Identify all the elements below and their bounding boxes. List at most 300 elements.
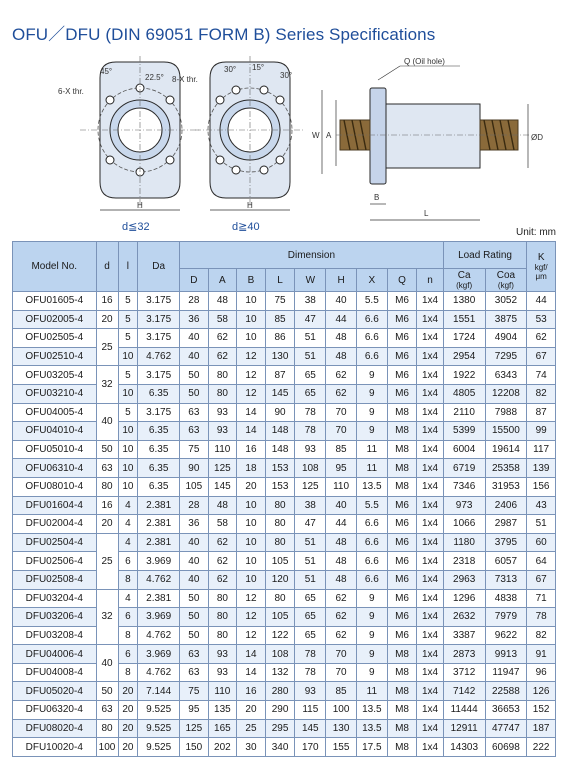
- table-row: [13, 384, 556, 403]
- cell-a: 110: [208, 682, 237, 701]
- cell-h: 70: [326, 403, 357, 422]
- cell-h: 40: [326, 496, 357, 515]
- cell-l: 20: [118, 719, 138, 738]
- cell-model: OFU04005-4: [13, 403, 97, 422]
- cell-coa: 36653: [485, 701, 527, 720]
- cell-coa: 31953: [485, 477, 527, 496]
- cell-da: 3.175: [138, 292, 180, 311]
- cell-l: 148: [265, 440, 295, 459]
- cell-da: 3.175: [138, 329, 180, 348]
- cell-k: 43: [527, 496, 556, 515]
- cell-d: 20: [96, 310, 118, 329]
- table-row: [13, 347, 556, 366]
- table-row: [13, 719, 556, 738]
- cell-b: 12: [237, 589, 266, 608]
- cell-d: 125: [180, 719, 209, 738]
- cell-x: 9: [356, 589, 387, 608]
- cell-model: OFU08010-4: [13, 477, 97, 496]
- cell-l: 4: [118, 496, 138, 515]
- cell-h: 48: [326, 329, 357, 348]
- cell-x: 6.6: [356, 533, 387, 552]
- table-row: [13, 515, 556, 534]
- cell-w: 47: [295, 515, 326, 534]
- cell-x: 9: [356, 608, 387, 627]
- cell-n: 1x4: [417, 292, 443, 311]
- cell-n: 1x4: [417, 701, 443, 720]
- header-coa-unit: (kgf): [497, 281, 514, 290]
- cell-ca: 2318: [443, 552, 485, 571]
- cell-model: OFU02510-4: [13, 347, 97, 366]
- cell-w: 115: [295, 701, 326, 720]
- header-ca-unit: (kgf): [456, 281, 473, 290]
- cell-q: M6: [387, 347, 417, 366]
- cell-a: 80: [208, 589, 237, 608]
- table-row: [13, 552, 556, 571]
- cell-h: 70: [326, 663, 357, 682]
- cell-coa: 3875: [485, 310, 527, 329]
- header-load-rating: Load Rating: [443, 242, 527, 269]
- cell-a: 93: [208, 422, 237, 441]
- cell-d: 40: [96, 403, 118, 440]
- cell-a: 62: [208, 533, 237, 552]
- cell-b: 10: [237, 515, 266, 534]
- cell-n: 1x4: [417, 570, 443, 589]
- cell-a: 93: [208, 645, 237, 664]
- cell-l: 5: [118, 310, 138, 329]
- header-ca: [443, 269, 485, 292]
- cell-x: 9: [356, 403, 387, 422]
- cell-k: 156: [527, 477, 556, 496]
- cell-k: 53: [527, 310, 556, 329]
- cell-model: DFU02508-4: [13, 570, 97, 589]
- cell-ca: 5399: [443, 422, 485, 441]
- cell-b: 16: [237, 440, 266, 459]
- cell-h: 40: [326, 292, 357, 311]
- cell-a: 62: [208, 570, 237, 589]
- cell-coa: 7313: [485, 570, 527, 589]
- cell-x: 13.5: [356, 477, 387, 496]
- cell-coa: 11947: [485, 663, 527, 682]
- cell-model: OFU04010-4: [13, 422, 97, 441]
- cell-l: 80: [265, 533, 295, 552]
- cell-b: 12: [237, 384, 266, 403]
- unit-label: Unit: mm: [516, 227, 556, 238]
- cell-k: 82: [527, 626, 556, 645]
- cell-da: 3.175: [138, 403, 180, 422]
- cell-l: 85: [265, 310, 295, 329]
- spec-table: [12, 241, 556, 757]
- cell-a: 93: [208, 403, 237, 422]
- cell-n: 1x4: [417, 403, 443, 422]
- cell-d: 40: [180, 533, 209, 552]
- table-row: [13, 403, 556, 422]
- cell-q: M8: [387, 682, 417, 701]
- cell-k: 91: [527, 645, 556, 664]
- header-dim-h: H: [326, 269, 357, 292]
- cell-ca: 7346: [443, 477, 485, 496]
- cell-coa: 4838: [485, 589, 527, 608]
- cell-a: 48: [208, 292, 237, 311]
- cell-model: DFU10020-4: [13, 738, 97, 757]
- cell-ca: 3712: [443, 663, 485, 682]
- cell-l: 86: [265, 329, 295, 348]
- cell-w: 145: [295, 719, 326, 738]
- cell-da: 3.969: [138, 608, 180, 627]
- cell-da: 2.381: [138, 496, 180, 515]
- cell-x: 6.6: [356, 515, 387, 534]
- cell-d: 16: [96, 496, 118, 515]
- cell-ca: 12911: [443, 719, 485, 738]
- cell-x: 6.6: [356, 552, 387, 571]
- cell-l: 20: [118, 682, 138, 701]
- cell-model: OFU03205-4: [13, 366, 97, 385]
- cell-d: 25: [96, 329, 118, 366]
- cell-w: 38: [295, 496, 326, 515]
- cell-l: 5: [118, 329, 138, 348]
- cell-a: 135: [208, 701, 237, 720]
- nut-side-view: [312, 57, 543, 220]
- cell-k: 67: [527, 347, 556, 366]
- cell-h: 48: [326, 570, 357, 589]
- cell-n: 1x4: [417, 589, 443, 608]
- cell-l: 6: [118, 645, 138, 664]
- header-dim-w: W: [295, 269, 326, 292]
- cell-d: 50: [180, 366, 209, 385]
- cell-k: 187: [527, 719, 556, 738]
- cell-coa: 47747: [485, 719, 527, 738]
- cell-x: 9: [356, 422, 387, 441]
- cell-coa: 15500: [485, 422, 527, 441]
- cell-k: 126: [527, 682, 556, 701]
- cell-ca: 1551: [443, 310, 485, 329]
- header-model: Model No.: [13, 242, 97, 292]
- dim-h-mid: H: [247, 201, 253, 210]
- header-k-unit2: μm: [535, 272, 547, 281]
- cell-a: 80: [208, 366, 237, 385]
- cell-da: 2.381: [138, 515, 180, 534]
- cell-model: OFU05010-4: [13, 440, 97, 459]
- cell-l: 5: [118, 366, 138, 385]
- cell-x: 5.5: [356, 496, 387, 515]
- cell-d: 32: [96, 589, 118, 645]
- cell-model: OFU02505-4: [13, 329, 97, 348]
- header-dimension: Dimension: [180, 242, 444, 269]
- cell-n: 1x4: [417, 738, 443, 757]
- table-row: [13, 440, 556, 459]
- cell-k: 64: [527, 552, 556, 571]
- cell-d: 75: [180, 682, 209, 701]
- cell-da: 6.35: [138, 422, 180, 441]
- cell-l: 105: [265, 608, 295, 627]
- cell-h: 85: [326, 682, 357, 701]
- table-row: [13, 738, 556, 757]
- cell-da: 2.381: [138, 533, 180, 552]
- cell-d: 32: [96, 366, 118, 403]
- table-row: [13, 329, 556, 348]
- cell-h: 130: [326, 719, 357, 738]
- table-row: [13, 626, 556, 645]
- cell-coa: 2987: [485, 515, 527, 534]
- cell-k: 222: [527, 738, 556, 757]
- cell-h: 70: [326, 422, 357, 441]
- cell-model: DFU01604-4: [13, 496, 97, 515]
- cell-coa: 9913: [485, 645, 527, 664]
- cell-k: 62: [527, 329, 556, 348]
- cell-da: 6.35: [138, 459, 180, 478]
- cell-ca: 2954: [443, 347, 485, 366]
- cell-a: 62: [208, 347, 237, 366]
- cell-n: 1x4: [417, 515, 443, 534]
- cell-q: M8: [387, 477, 417, 496]
- cell-d: 40: [180, 570, 209, 589]
- left-thread-label: 6-X thr.: [58, 87, 84, 96]
- cell-l: 87: [265, 366, 295, 385]
- cell-da: 6.35: [138, 384, 180, 403]
- cell-d: 36: [180, 310, 209, 329]
- cell-l: 10: [118, 347, 138, 366]
- cell-x: 6.6: [356, 310, 387, 329]
- cell-w: 65: [295, 366, 326, 385]
- cell-q: M8: [387, 738, 417, 757]
- cell-coa: 12208: [485, 384, 527, 403]
- left-angle-225: 22.5°: [145, 73, 164, 82]
- cell-ca: 1380: [443, 292, 485, 311]
- cell-w: 78: [295, 403, 326, 422]
- cell-l: 10: [118, 384, 138, 403]
- cell-l: 80: [265, 496, 295, 515]
- header-dim-q: Q: [387, 269, 417, 292]
- cell-ca: 6719: [443, 459, 485, 478]
- header-dim-b: B: [237, 269, 266, 292]
- cell-a: 80: [208, 384, 237, 403]
- cell-da: 2.381: [138, 589, 180, 608]
- cell-da: 9.525: [138, 719, 180, 738]
- cell-n: 1x4: [417, 552, 443, 571]
- technical-drawing: [0, 48, 568, 240]
- cell-d: 105: [180, 477, 209, 496]
- cell-d: 100: [96, 738, 118, 757]
- cell-b: 14: [237, 663, 266, 682]
- cell-ca: 2873: [443, 645, 485, 664]
- cell-a: 125: [208, 459, 237, 478]
- cell-coa: 7295: [485, 347, 527, 366]
- cell-a: 145: [208, 477, 237, 496]
- cell-ca: 973: [443, 496, 485, 515]
- header-k-unit: kgf/: [534, 263, 548, 272]
- cell-k: 60: [527, 533, 556, 552]
- cell-a: 62: [208, 329, 237, 348]
- header-dim-x: X: [356, 269, 387, 292]
- cell-model: DFU02004-4: [13, 515, 97, 534]
- header-da: Da: [138, 242, 180, 292]
- cell-d: 90: [180, 459, 209, 478]
- cell-coa: 7979: [485, 608, 527, 627]
- cell-l: 280: [265, 682, 295, 701]
- cell-l: 4: [118, 589, 138, 608]
- cell-q: M6: [387, 329, 417, 348]
- cell-l: 20: [118, 701, 138, 720]
- cell-l: 122: [265, 626, 295, 645]
- cell-l: 5: [118, 403, 138, 422]
- cell-l: 145: [265, 384, 295, 403]
- cell-d: 150: [180, 738, 209, 757]
- cell-n: 1x4: [417, 329, 443, 348]
- cell-w: 125: [295, 477, 326, 496]
- cell-q: M6: [387, 608, 417, 627]
- cell-w: 65: [295, 384, 326, 403]
- cell-n: 1x4: [417, 719, 443, 738]
- cell-l: 153: [265, 459, 295, 478]
- header-ca-label: Ca: [457, 270, 471, 281]
- cell-coa: 60698: [485, 738, 527, 757]
- cell-q: M6: [387, 533, 417, 552]
- cell-q: M8: [387, 701, 417, 720]
- cell-h: 100: [326, 701, 357, 720]
- cell-ca: 1296: [443, 589, 485, 608]
- cell-b: 10: [237, 329, 266, 348]
- cell-n: 1x4: [417, 477, 443, 496]
- cell-x: 13.5: [356, 701, 387, 720]
- cell-k: 87: [527, 403, 556, 422]
- cell-q: M6: [387, 515, 417, 534]
- header-k: [527, 242, 556, 292]
- cell-w: 51: [295, 552, 326, 571]
- header-dim-n: n: [417, 269, 443, 292]
- cell-a: 93: [208, 663, 237, 682]
- cell-l: 90: [265, 403, 295, 422]
- cell-l: 6: [118, 552, 138, 571]
- cell-da: 9.525: [138, 701, 180, 720]
- cell-da: 4.762: [138, 626, 180, 645]
- cell-l: 75: [265, 292, 295, 311]
- cell-x: 9: [356, 384, 387, 403]
- cell-coa: 3052: [485, 292, 527, 311]
- cell-da: 4.762: [138, 663, 180, 682]
- cell-h: 48: [326, 533, 357, 552]
- header-l: l: [118, 242, 138, 292]
- cell-h: 62: [326, 626, 357, 645]
- cell-n: 1x4: [417, 663, 443, 682]
- cell-d: 20: [96, 515, 118, 534]
- cell-n: 1x4: [417, 533, 443, 552]
- cell-b: 10: [237, 552, 266, 571]
- spec-table-body: [13, 292, 556, 757]
- cell-w: 51: [295, 570, 326, 589]
- cell-b: 16: [237, 682, 266, 701]
- cell-w: 51: [295, 347, 326, 366]
- cell-da: 4.762: [138, 347, 180, 366]
- dim-w: W: [312, 131, 320, 140]
- cell-coa: 2406: [485, 496, 527, 515]
- table-row: [13, 608, 556, 627]
- cell-k: 67: [527, 570, 556, 589]
- cell-d: 25: [96, 533, 118, 589]
- cell-n: 1x4: [417, 626, 443, 645]
- cell-k: 139: [527, 459, 556, 478]
- cell-a: 202: [208, 738, 237, 757]
- cell-ca: 2110: [443, 403, 485, 422]
- cell-ca: 4805: [443, 384, 485, 403]
- table-row: [13, 682, 556, 701]
- table-row: [13, 422, 556, 441]
- cell-x: 17.5: [356, 738, 387, 757]
- cell-x: 9: [356, 645, 387, 664]
- cell-b: 10: [237, 310, 266, 329]
- cell-q: M6: [387, 384, 417, 403]
- cell-x: 6.6: [356, 329, 387, 348]
- cell-b: 18: [237, 459, 266, 478]
- cell-d: 63: [96, 701, 118, 720]
- cell-n: 1x4: [417, 682, 443, 701]
- cell-coa: 22588: [485, 682, 527, 701]
- cell-a: 80: [208, 608, 237, 627]
- cell-l: 4: [118, 533, 138, 552]
- cell-d: 36: [180, 515, 209, 534]
- cell-a: 58: [208, 310, 237, 329]
- cell-d: 40: [180, 347, 209, 366]
- cell-l: 105: [265, 552, 295, 571]
- cell-n: 1x4: [417, 422, 443, 441]
- dim-l: L: [424, 209, 429, 218]
- cell-model: OFU06310-4: [13, 459, 97, 478]
- cell-b: 12: [237, 626, 266, 645]
- table-row: [13, 292, 556, 311]
- cell-d: 50: [96, 440, 118, 459]
- cell-ca: 2632: [443, 608, 485, 627]
- header-d: d: [96, 242, 118, 292]
- cell-model: DFU05020-4: [13, 682, 97, 701]
- cell-l: 10: [118, 422, 138, 441]
- table-row: [13, 663, 556, 682]
- cell-ca: 2963: [443, 570, 485, 589]
- cell-x: 11: [356, 440, 387, 459]
- cell-k: 44: [527, 292, 556, 311]
- cell-h: 62: [326, 366, 357, 385]
- cell-d: 63: [180, 403, 209, 422]
- cell-d: 63: [180, 422, 209, 441]
- cell-da: 3.175: [138, 310, 180, 329]
- cell-l: 340: [265, 738, 295, 757]
- cell-q: M6: [387, 570, 417, 589]
- cell-q: M8: [387, 663, 417, 682]
- cell-model: OFU03210-4: [13, 384, 97, 403]
- cell-n: 1x4: [417, 645, 443, 664]
- cell-x: 6.6: [356, 347, 387, 366]
- cell-ca: 1724: [443, 329, 485, 348]
- cell-w: 51: [295, 329, 326, 348]
- cell-h: 110: [326, 477, 357, 496]
- header-dim-a: A: [208, 269, 237, 292]
- cell-d: 80: [96, 477, 118, 496]
- cell-q: M6: [387, 310, 417, 329]
- cell-l: 10: [118, 459, 138, 478]
- cell-x: 11: [356, 682, 387, 701]
- cell-w: 65: [295, 589, 326, 608]
- cell-a: 80: [208, 626, 237, 645]
- cell-q: M8: [387, 645, 417, 664]
- cell-a: 110: [208, 440, 237, 459]
- cell-d: 50: [96, 682, 118, 701]
- table-row: [13, 459, 556, 478]
- cell-b: 12: [237, 347, 266, 366]
- cell-l: 80: [265, 515, 295, 534]
- cell-w: 65: [295, 626, 326, 645]
- mid-caption: d≧40: [232, 221, 260, 233]
- header-dim-l: L: [265, 269, 295, 292]
- cell-coa: 4904: [485, 329, 527, 348]
- cell-n: 1x4: [417, 366, 443, 385]
- oil-hole-label: Q (Oil hole): [404, 57, 445, 66]
